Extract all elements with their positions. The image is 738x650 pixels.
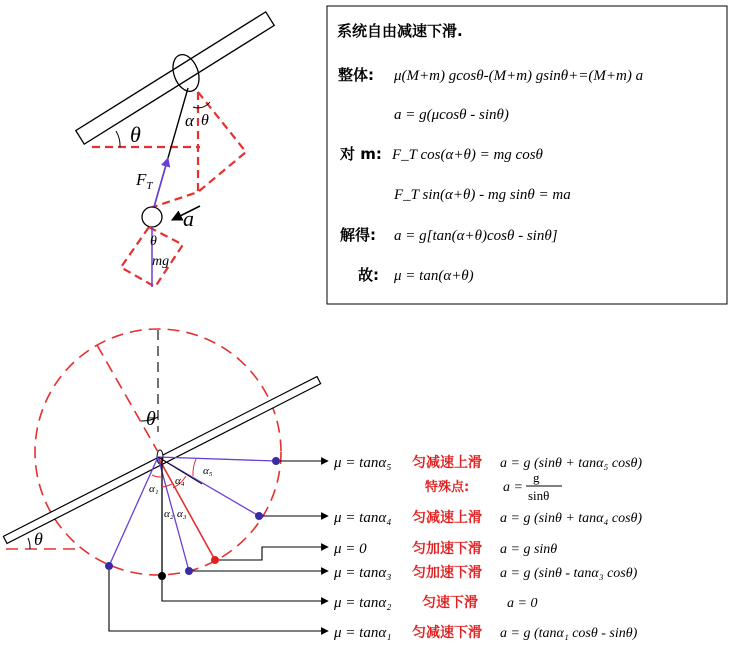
box-row1-eq: μ(M+m) gcosθ-(M+m) gsinθ+=(M+m) a — [394, 68, 644, 84]
point-alpha4 — [255, 512, 263, 520]
alpha3-label: α₃ — [177, 508, 187, 520]
box-row3-label: 对 m: — [340, 145, 382, 163]
box-row2-eq: a = g(μcosθ - sinθ) — [394, 107, 509, 123]
case-desc-alpha5: 匀减速上滑 — [412, 455, 482, 471]
box-row6-eq: μ = tan(α+θ) — [394, 268, 474, 284]
top-ball — [142, 207, 162, 227]
case-desc-alpha2: 匀速下滑 — [422, 595, 478, 611]
case-mu-alpha3: μ = tanα₃ — [334, 565, 392, 581]
mg-label: mg — [152, 254, 170, 269]
top-theta-arc — [116, 131, 120, 147]
case-eq-alpha3: a = g (sinθ - tanα₃ cosθ) — [500, 566, 638, 581]
equation-box — [327, 6, 727, 304]
leader-alpha2 — [162, 580, 328, 601]
special-point-den: sinθ — [528, 488, 550, 503]
case-mu-alpha5: μ = tanα₅ — [334, 455, 392, 471]
case-desc-alpha3: 匀加速下滑 — [412, 565, 482, 581]
special-point-lhs: a = — [503, 480, 523, 495]
accel-label: a — [183, 206, 194, 231]
top-theta-small-label: θ — [201, 112, 209, 129]
point-alpha3 — [185, 567, 193, 575]
bottom-theta-bottom-arc — [28, 538, 30, 549]
point-alpha5 — [272, 457, 280, 465]
angle-arc-5 — [193, 459, 196, 476]
case-list — [333, 454, 642, 641]
case-eq-zero: a = g sinθ — [500, 542, 558, 557]
case-eq-alpha1: a = g (tanα₁ cosθ - sinθ) — [500, 626, 638, 641]
ball-theta-label: θ — [150, 234, 157, 249]
alpha1-label: α₁ — [149, 483, 159, 495]
ft-label: $F_T$ — [136, 170, 153, 192]
box-row1-label: 整体: — [338, 66, 374, 84]
case-desc-alpha4: 匀减速上滑 — [412, 510, 482, 526]
angle-arc-1 — [152, 475, 162, 477]
case-mu-alpha2: μ = tanα₂ — [334, 595, 392, 611]
box-row5-eq: a = g[tan(α+θ)cosθ - sinθ] — [394, 228, 558, 244]
case-eq-alpha2: a = 0 — [507, 596, 538, 611]
case-desc-alpha1: 匀减速下滑 — [412, 625, 482, 641]
angle-arc-2 — [162, 484, 172, 487]
case-mu-alpha4: μ = tanα₄ — [334, 510, 392, 526]
bottom-figure — [3, 329, 328, 631]
alpha2-label: α₂ — [164, 508, 174, 520]
radius-alpha5 — [158, 457, 276, 461]
ft-vector — [152, 158, 168, 214]
case-eq-alpha5: a = g (sinθ + tanα₅ cosθ) — [500, 456, 643, 471]
box-row5-label: 解得: — [340, 226, 376, 244]
alpha4-label: α₄ — [175, 475, 185, 487]
point-alpha1 — [105, 562, 113, 570]
top-theta-label: θ — [130, 122, 141, 147]
bottom-theta-bottom-label: θ — [34, 529, 43, 549]
top-figure — [76, 12, 274, 290]
case-mu-alpha1: μ = tanα₁ — [334, 625, 392, 641]
box-heading: 系统自由减速下滑. — [337, 22, 463, 40]
special-point-label: 特殊点: — [425, 480, 470, 495]
bottom-theta-top-label: θ — [146, 408, 156, 430]
case-desc-zero: 匀加速下滑 — [412, 541, 482, 557]
box-row4-eq: F_T sin(α+θ) - mg sinθ = ma — [394, 187, 571, 203]
special-point-num: g — [533, 470, 540, 485]
point-zero — [211, 556, 219, 564]
bottom-diameter-a — [97, 345, 158, 452]
alpha5-label: α₅ — [203, 465, 213, 477]
case-eq-alpha4: a = g (sinθ + tanα₄ cosθ) — [500, 511, 643, 526]
leader-zero — [219, 547, 328, 560]
point-alpha2 — [158, 572, 166, 580]
case-mu-zero: μ = 0 — [334, 541, 367, 557]
box-row3-eq: F_T cos(α+θ) = mg cosθ — [392, 147, 543, 163]
box-row6-label: 故: — [358, 266, 379, 284]
top-alpha-label: α — [185, 111, 194, 130]
